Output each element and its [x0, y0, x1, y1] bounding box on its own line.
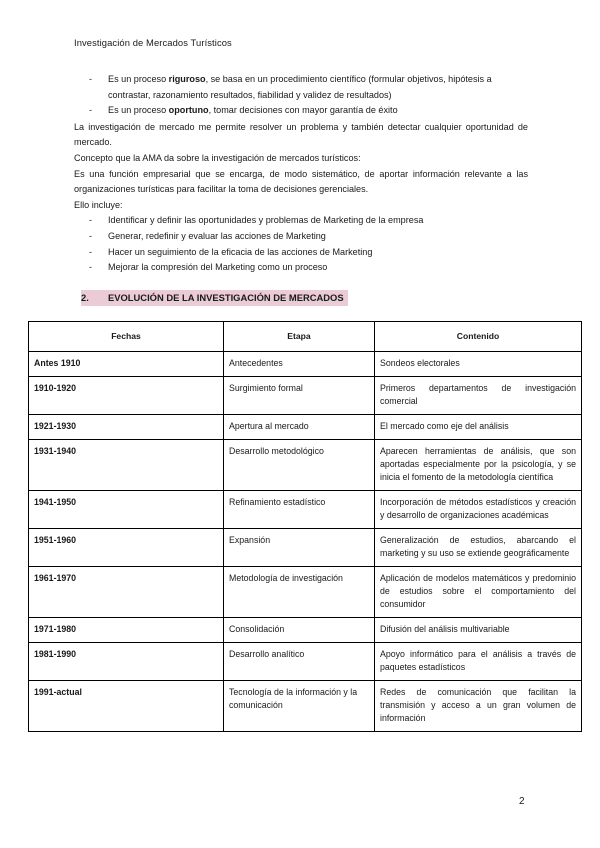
- table-row: [29, 415, 582, 440]
- cell-stage: Tecnología de la información y la comunicación: [224, 681, 375, 732]
- table-row: [29, 643, 582, 681]
- table-row: [29, 352, 582, 377]
- dash-bullet-icon: -: [89, 262, 93, 273]
- list-item: - Identificar y definir las oportunidades y problemas de Marketing de la empresa: [74, 213, 528, 229]
- cell-content: Primeros departamentos de investigación comercial: [375, 377, 582, 415]
- page-header: Investigación de Mercados Turísticos: [74, 37, 232, 48]
- cell-dates: 1971-1980: [29, 618, 224, 643]
- column-header-stage: Etapa: [224, 322, 375, 352]
- list-item: - Hacer un seguimiento de la eficacia de las acciones de Marketing: [74, 245, 528, 261]
- table-row: [29, 529, 582, 567]
- cell-content: Generalización de estudios, abarcando el marketing y su uso se extiende geográficamente: [375, 529, 582, 567]
- cell-stage: Antecedentes: [224, 352, 375, 377]
- table-row: [29, 567, 582, 618]
- column-header-dates: Fechas: [29, 322, 224, 352]
- paragraph: Concepto que la AMA da sobre la investigación de mercados turísticos:: [74, 152, 361, 163]
- cell-stage: Apertura al mercado: [224, 415, 375, 440]
- bullet-list-includes: [74, 213, 528, 275]
- cell-dates: 1991-actual: [29, 681, 224, 732]
- table-row: [29, 440, 582, 491]
- dash-bullet-icon: -: [89, 74, 93, 84]
- cell-content: Aplicación de modelos matemáticos y predominio de estudios sobre el comportamiento del consumidor: [375, 567, 582, 618]
- list-item: - Generar, redefinir y evaluar las acciones de Marketing: [74, 229, 528, 245]
- dash-bullet-icon: -: [89, 105, 93, 116]
- dash-bullet-icon: -: [89, 246, 93, 257]
- page-number: 2: [519, 796, 525, 807]
- cell-stage: Consolidación: [224, 618, 375, 643]
- cell-stage: Expansión: [224, 529, 375, 567]
- cell-content: Apoyo informático para el análisis a través de paquetes estadísticos: [375, 643, 582, 681]
- section-number: 2.: [81, 292, 89, 303]
- table-row: [29, 681, 582, 732]
- bullet-list-characteristics: [74, 72, 528, 119]
- table-header-row: [29, 322, 582, 352]
- list-item: - Es un proceso riguroso, se basa en un procedimiento científico (formular objetivos, hipótesis a contrastar, razonamiento resultados, fiabilidad y validez de resultados): [89, 74, 492, 100]
- body-text: [74, 72, 528, 276]
- cell-dates: 1921-1930: [29, 415, 224, 440]
- cell-stage: Desarrollo metodológico: [224, 440, 375, 491]
- cell-stage: Metodología de investigación: [224, 567, 375, 618]
- cell-dates: 1981-1990: [29, 643, 224, 681]
- section-heading: [81, 290, 348, 306]
- cell-content: El mercado como eje del análisis: [375, 415, 582, 440]
- cell-dates: 1931-1940: [29, 440, 224, 491]
- cell-content: Incorporación de métodos estadísticos y creación y desarrollo de organizaciones académicas: [375, 491, 582, 529]
- cell-dates: 1951-1960: [29, 529, 224, 567]
- cell-stage: Surgimiento formal: [224, 377, 375, 415]
- cell-dates: 1910-1920: [29, 377, 224, 415]
- cell-content: Aparecen herramientas de análisis, que son aportadas especialmente por la psicología, y se inicia el fomento de la metodología científica: [375, 440, 582, 491]
- section-title: EVOLUCIÓN DE LA INVESTIGACIÓN DE MERCADOS: [108, 292, 344, 303]
- dash-bullet-icon: -: [89, 230, 93, 241]
- paragraph: Es una función empresarial que se encarga, de modo sistemático, de aportar información relevante a las organizaciones turísticas para facilitar la toma de decisiones gerenciales.: [74, 168, 528, 195]
- list-item: - Es un proceso oportuno, tomar decisiones con mayor garantía de éxito: [74, 103, 528, 119]
- table-row: [29, 618, 582, 643]
- paragraph: La investigación de mercado me permite resolver un problema y también detectar cualquier oportunidad de mercado.: [74, 121, 528, 148]
- cell-content: Redes de comunicación que facilitan la transmisión y acceso a un gran volumen de información: [375, 681, 582, 732]
- table-row: [29, 491, 582, 529]
- dash-bullet-icon: -: [89, 215, 93, 226]
- cell-dates: Antes 1910: [29, 352, 224, 377]
- table-row: [29, 377, 582, 415]
- evolution-table: [28, 321, 582, 732]
- cell-stage: Refinamiento estadístico: [224, 491, 375, 529]
- cell-dates: 1961-1970: [29, 567, 224, 618]
- cell-stage: Desarrollo analítico: [224, 643, 375, 681]
- cell-content: Sondeos electorales: [375, 352, 582, 377]
- column-header-content: Contenido: [375, 322, 582, 352]
- paragraph: Ello incluye:: [74, 199, 123, 210]
- cell-content: Difusión del análisis multivariable: [375, 618, 582, 643]
- cell-dates: 1941-1950: [29, 491, 224, 529]
- list-item: - Mejorar la compresión del Marketing como un proceso: [74, 260, 528, 276]
